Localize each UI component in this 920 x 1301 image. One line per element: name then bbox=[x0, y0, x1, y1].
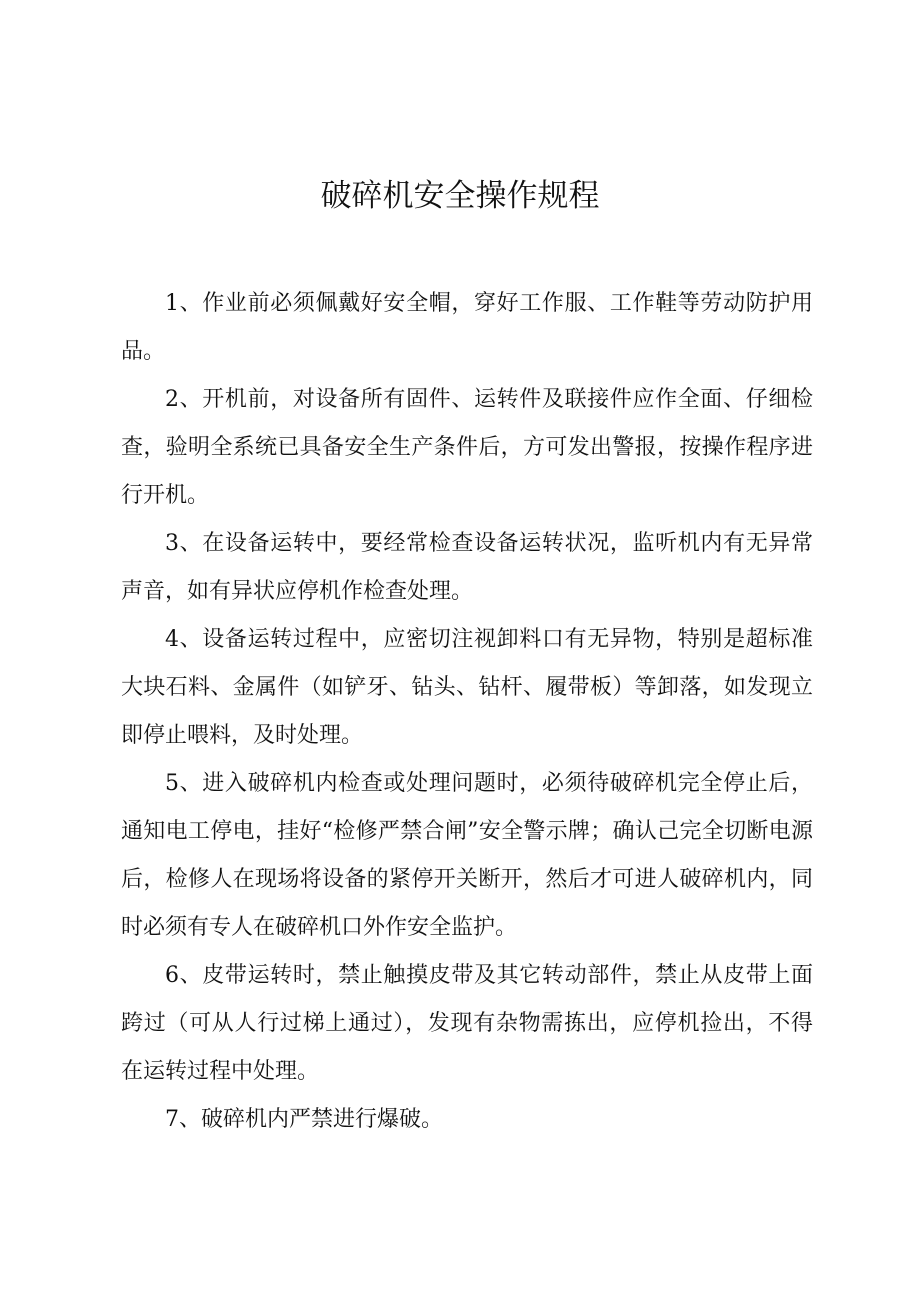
paragraph-1: 1、作业前必须佩戴好安全帽，穿好工作服、工作鞋等劳动防护用品。 bbox=[121, 291, 813, 364]
document-title: 破碎机安全操作规程 bbox=[320, 178, 600, 214]
paragraph-4: 4、设备运转过程中，应密切注视卸料口有无异物，特别是超标准大块石料、金属件（如铲牙、钻头、钻杆、履带板）等卸落，如发现立即停止喂料，及时处理。 bbox=[121, 627, 813, 748]
document-body bbox=[121, 280, 813, 1144]
paragraph-2: 2、开机前，对设备所有固件、运转件及联接件应作全面、仔细检查，验明全系统已具备安全生产条件后，方可发出警报，按操作程序进行开机。 bbox=[121, 387, 813, 508]
paragraph-6: 6、皮带运转时，禁止触摸皮带及其它转动部件，禁止从皮带上面跨过（可从人行过梯上通过），发现有杂物需拣出，应停机捡出，不得在运转过程中处理。 bbox=[121, 963, 813, 1084]
paragraph-5: 5、进入破碎机内检查或处理问题时，必须待破碎机完全停止后，通知电工停电，挂好“检修严禁合闸”安全警示牌；确认己完全切断电源后，检修人在现场将设备的紧停开关断开，然后才可进人破碎机内，同时必须有专人在破碎机口外作安全监护。 bbox=[121, 771, 813, 940]
paragraph-3: 3、在设备运转中，要经常检查设备运转状况，监听机内有无异常声音，如有异状应停机作检查处理。 bbox=[121, 531, 813, 604]
paragraph-7: 7、破碎机内严禁进行爆破。 bbox=[165, 1107, 443, 1132]
